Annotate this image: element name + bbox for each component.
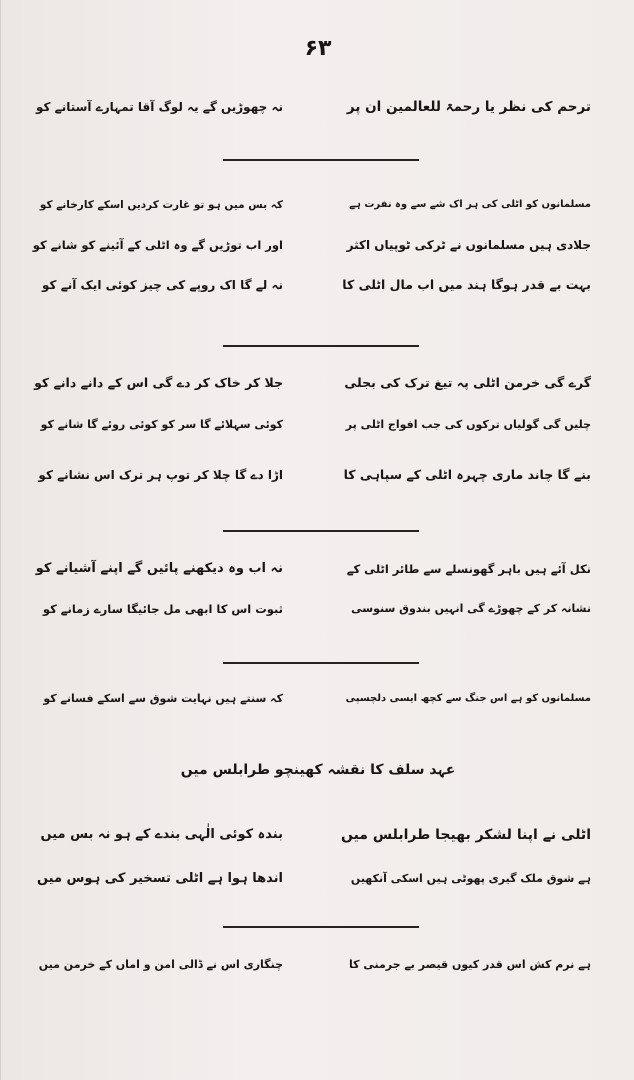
couplet <box>1 592 634 626</box>
couplet <box>1 948 634 982</box>
second-hemistich: اور اب توڑیں گے وہ اٹلی کے آئینے کو شانے کو <box>32 238 283 252</box>
second-hemistich: اندھا ہوا ہے اٹلی تسخیر کی ہوس میں <box>36 871 283 886</box>
couplet <box>1 90 634 124</box>
section-divider <box>223 159 419 161</box>
first-hemistich: ہے نرم کش اس قدر کیوں قیصر بے جرمنی کا <box>348 958 591 971</box>
section-divider <box>223 530 419 532</box>
second-hemistich: کوئی سہلائے گا سر کو کوئی روئے گا شانے کو <box>40 418 283 431</box>
couplet <box>1 552 634 586</box>
page-number: ۶۳ <box>304 36 332 61</box>
poem-heading: عہد سلف کا نقشہ کھینچو طرابلس میں <box>180 762 456 778</box>
first-hemistich: نشانہ کر کے چھوڑے گی انہیں بندوق سنوسی <box>351 602 591 615</box>
first-hemistich: جلادی ہیں مسلمانوں نے ٹرکی ٹوپیاں اکثر <box>346 238 591 252</box>
second-hemistich: کہ سنتے ہیں نہایت شوق سے اسکے فسانے کو <box>43 692 283 705</box>
couplet <box>1 682 634 716</box>
first-hemistich: ہے شوق ملک گیری پھوٹی ہیں اسکی آنکھیں <box>350 872 591 885</box>
first-hemistich: نکل آئے ہیں باہر گھونسلے سے طائر اٹلی کے <box>346 562 591 576</box>
couplet <box>1 818 634 852</box>
first-hemistich: چلیں گی گولیاں ترکوں کی جب افواج اٹلی پر <box>345 418 591 431</box>
couplet <box>1 228 634 262</box>
second-hemistich: اڑا دے گا چلا کر توپ ہر ترک اس نشانے کو <box>38 468 283 482</box>
first-hemistich: اٹلی نے اپنا لشکر بھیجا طرابلس میں <box>340 827 591 843</box>
first-hemistich: مسلمانوں کو ہے اس جنگ سے کچھ ایسی دلچسپی <box>345 693 591 704</box>
couplet <box>1 188 634 222</box>
couplet <box>1 408 634 442</box>
first-hemistich: ترحم کی نظر یا رحمۃ للعالمین ان پر <box>346 99 591 115</box>
first-hemistich: بنے گا چاند ماری چہرہ اٹلی کے سپاہی کا <box>343 467 591 482</box>
first-hemistich: مسلمانوں کو اٹلی کی ہر اک شے سے وہ نفرت ہے <box>349 199 591 210</box>
couplet <box>1 458 634 492</box>
second-hemistich: کہ بس میں ہو تو غارت کردیں اسکے کارخانے کو <box>39 199 283 211</box>
couplet <box>1 268 634 302</box>
couplet <box>1 366 634 400</box>
second-hemistich: چنگاری اس نے ڈالی امن و اماں کے خرمن میں <box>38 958 283 971</box>
first-hemistich: بہت بے قدر ہوگا ہند میں اب مال اٹلی کا <box>342 277 591 292</box>
second-hemistich: ثبوت اس کا ابھی مل جائیگا سارے زمانے کو <box>42 602 283 616</box>
second-hemistich: نہ چھوڑیں گے یہ لوگ آقا تمہارے آستانے کو <box>36 100 283 114</box>
second-hemistich: جلا کر خاک کر دے گی اس کے دانے دانے کو <box>34 375 283 390</box>
section-divider <box>223 345 419 347</box>
section-divider <box>223 662 419 664</box>
section-divider <box>223 926 419 928</box>
second-hemistich: بندہ کوئی الٰہی بندے کے ہو نہ بس میں <box>40 827 283 842</box>
first-hemistich: گرے گی خرمن اٹلی پہ تیغ ترک کی بجلی <box>344 375 591 390</box>
second-hemistich: نہ لے گا اک روپے کی چیز کوئی ایک آنے کو <box>42 278 283 292</box>
couplet <box>1 862 634 896</box>
second-hemistich: نہ اب وہ دیکھنے پائیں گے اپنے آشیانے کو <box>35 561 283 576</box>
